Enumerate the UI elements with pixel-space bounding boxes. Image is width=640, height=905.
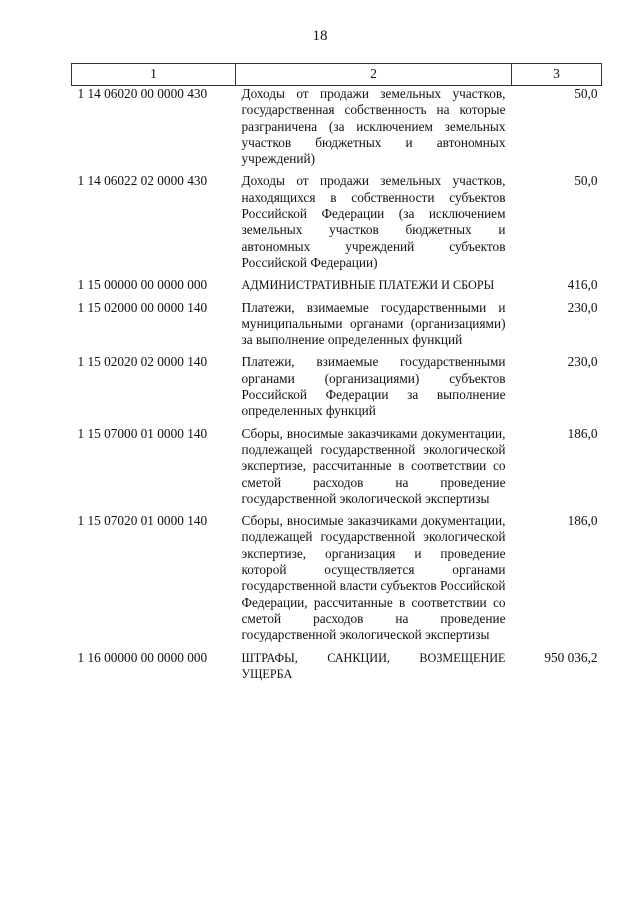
table-row (72, 426, 602, 513)
budget-code-cell: 1 15 02020 02 0000 140 (77, 354, 208, 370)
budget-code-cell: 1 15 00000 00 0000 000 (77, 277, 208, 293)
table-header-row (72, 64, 602, 86)
budget-code-cell: 1 14 06020 00 0000 430 (77, 86, 208, 101)
table-row (72, 173, 602, 277)
amount-cell: 230,0 (567, 299, 598, 315)
revenue-name-cell: Доходы от продажи земельных участков, находящихся в собственности субъектов Российской Федерации (за исключением земельных участков бюджетных и автономных учреждений субъектов Российской Федерации) (241, 173, 506, 270)
amount-cell: 186,0 (567, 425, 598, 441)
amount-cell: 230,0 (567, 354, 598, 370)
revenue-name-cell: Сборы, вносимые заказчиками документации, подлежащей государственной экологической экспертизе, рассчитанные в соответствии со сметой расходов на проведение государственной экологической экспертизы (241, 425, 506, 506)
revenue-name-cell: Доходы от продажи земельных участков, государственная собственность на которые разграничена (за исключением земельных участков бюджетных и автономных учреждений) (241, 86, 506, 167)
table-row (72, 86, 602, 174)
budget-code-cell: 1 15 02000 00 0000 140 (77, 299, 208, 315)
table-row (72, 277, 602, 299)
column-header-code: 1 (72, 64, 236, 86)
page-number: 18 (312, 28, 328, 44)
budget-code-cell: 1 15 07020 01 0000 140 (77, 513, 208, 529)
budget-code-cell: 1 16 00000 00 0000 000 (77, 649, 208, 665)
revenue-name-cell: Платежи, взимаемые государственными и муниципальными органами (организациями) за выполнение определенных функций (241, 299, 506, 348)
amount-cell: 186,0 (567, 513, 598, 529)
revenue-name-cell: Сборы, вносимые заказчиками документации, подлежащей государственной экологической экспертизе, организация и проведение которой осуществляется органами государственной власти субъектов Российской Федерации, рассчитанные в соответствии со сметой расходов на проведение государственной экологической экспертизы (241, 513, 506, 643)
amount-cell: 50,0 (574, 173, 598, 189)
budget-code-cell: 1 14 06022 02 0000 430 (77, 173, 208, 189)
column-header-amount: 3 (512, 64, 602, 86)
budget-code-cell: 1 15 07000 01 0000 140 (77, 425, 208, 441)
amount-cell: 50,0 (574, 86, 598, 101)
budget-revenue-table (71, 63, 602, 688)
table-row (72, 354, 602, 425)
revenue-name-cell: ШТРАФЫ, САНКЦИИ, ВОЗМЕЩЕНИЕ УЩЕРБА (241, 650, 506, 681)
table-body (72, 86, 602, 689)
amount-cell: 416,0 (567, 277, 598, 293)
table-row (72, 513, 602, 649)
table-row (72, 650, 602, 689)
revenue-name-cell: АДМИНИСТРАТИВНЫЕ ПЛАТЕЖИ И СБОРЫ (241, 278, 495, 293)
amount-cell: 950 036,2 (544, 649, 598, 665)
revenue-name-cell: Платежи, взимаемые государственными органами (организациями) субъектов Российской Федерации за выполнение определенных функций (241, 354, 506, 419)
table-row (72, 300, 602, 355)
column-header-name: 2 (236, 64, 512, 86)
